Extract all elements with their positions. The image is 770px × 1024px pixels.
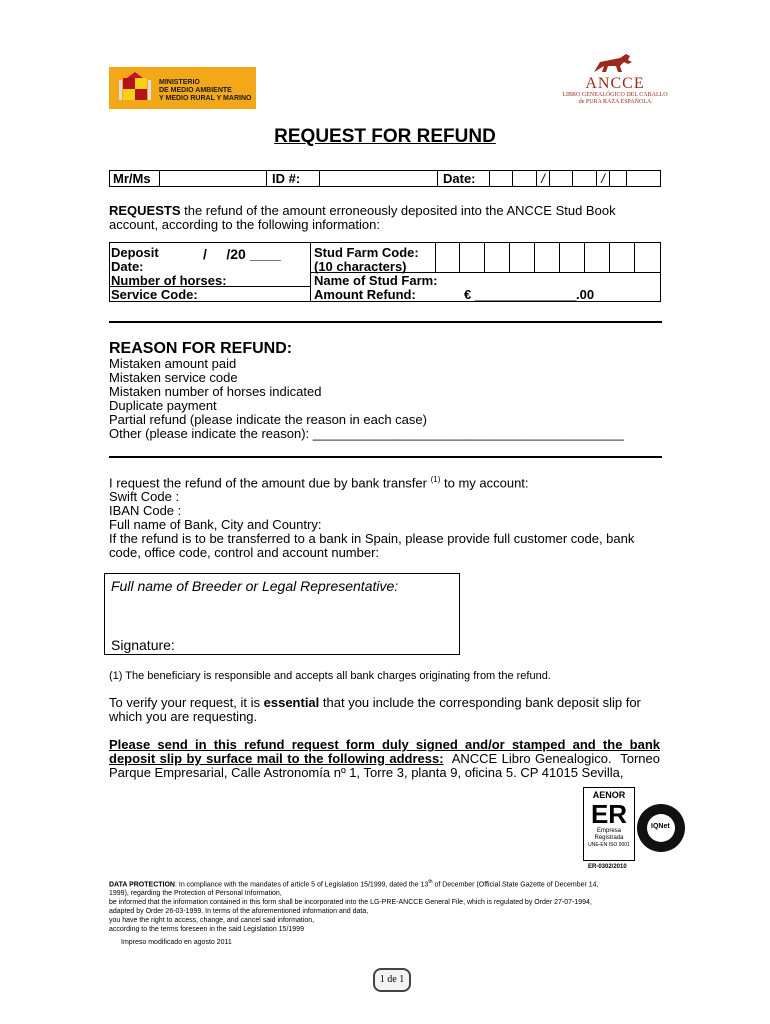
send-line1: Please send in this refund request form duly signed and/or stamped and the bank	[109, 737, 660, 752]
divider-1	[109, 321, 662, 323]
bank-name-label: Full name of Bank, City and Country:	[109, 517, 322, 533]
send-line2: deposit slip by surface mail to the following address: ANCCE Libro Genealogico. Torneo	[109, 751, 660, 766]
header-fields-row	[109, 170, 661, 187]
send-paragraph	[109, 738, 660, 780]
swift-code-label: Swift Code :	[109, 489, 180, 505]
ancce-logo	[540, 52, 690, 112]
date-year-2[interactable]	[627, 171, 643, 186]
date-separator-1: /	[537, 171, 550, 186]
requests-line2: account, according to the following information:	[109, 217, 380, 232]
reason-item[interactable]: Duplicate payment	[109, 398, 217, 413]
breeder-signature-box[interactable]	[104, 573, 460, 655]
coat-of-arms-icon	[117, 70, 153, 106]
service-code-label: Service Code:	[111, 287, 198, 302]
requests-line1: the refund of the amount erroneously deposited into the ANCCE Stud Book	[180, 203, 616, 218]
spain-instructions-2: code, office code, control and account number:	[109, 545, 380, 561]
number-of-horses-label: Number of horses:	[111, 273, 227, 288]
data-protection-notice: DATA PROTECTION: In compliance with the mandates of article 5 of Legislation 15/1999, dated the 13th of December (Official State Gazette of December 14, 1999), regarding the Protection of Personal Information, be informed that the information contained in this form shall be incorporated into the LG-PRE-ANCCE General File, which is regulated by Order 27-07-1994, adapted by Order 26-03-1999. In terms of the aforementioned information and data, you have the right to access, change, and cancel said information, according to the terms foreseen in the said Legislation 15/1999	[109, 879, 599, 934]
breeder-name-label: Full name of Breeder or Legal Representative:	[111, 578, 399, 594]
spain-instructions-1: If the refund is to be transferred to a bank in Spain, please provide full customer code, bank	[109, 531, 635, 547]
id-field[interactable]	[320, 171, 438, 186]
page-number: 1 de 1	[373, 968, 411, 992]
date-day-1[interactable]	[490, 171, 513, 186]
stud-farm-name-label: Name of Stud Farm:	[314, 273, 438, 288]
bank-transfer-section	[109, 473, 634, 560]
amount-refund-label: Amount Refund:	[314, 287, 416, 302]
ministry-line1: MINISTERIO	[159, 79, 200, 86]
ancce-subtitle-1: LIBRO GENEALÓGICO DEL CABALLO	[562, 92, 668, 98]
divider-2	[109, 456, 662, 458]
reason-list	[109, 357, 624, 441]
date-label: Date:	[438, 171, 490, 186]
print-note: Impreso modificado en agosto 2011	[121, 939, 232, 946]
id-label: ID #:	[267, 171, 320, 186]
requests-paragraph	[109, 204, 616, 232]
ministry-logo	[109, 67, 256, 109]
reason-item[interactable]: Mistaken number of horses indicated	[109, 384, 322, 399]
verify-paragraph: To verify your request, it is essential that you include the corresponding bank deposit slip for which you are requesting.	[109, 695, 641, 724]
deposit-info-table	[109, 242, 661, 302]
iqnet-label: IQNet	[651, 823, 670, 830]
ministry-line3: Y MEDIO RURAL Y MARINO	[159, 95, 252, 102]
reason-item[interactable]: Partial refund (please indicate the reason in each case)	[109, 412, 427, 427]
bank-intro: I request the refund of the amount due by bank transfer $^{(1)}$ to my account:	[109, 475, 529, 491]
send-line3: Parque Empresarial, Calle Astronomía nº 1, Torre 3, planta 9, oficina 5. CP 41015 Sevilla,	[109, 765, 624, 780]
ancce-subtitle-2: de PURA RAZA ESPAÑOLA	[578, 99, 652, 105]
reason-title: REASON FOR REFUND:	[109, 340, 293, 357]
aenor-code: ER-0302/2010	[588, 864, 627, 870]
mr-ms-field[interactable]	[160, 171, 267, 186]
mr-ms-label: Mr/Ms	[110, 171, 160, 186]
ministry-name	[159, 79, 251, 103]
signature-label: Signature:	[111, 637, 175, 653]
amount-refund-field[interactable]: € ______________.00	[464, 287, 595, 302]
date-month-2[interactable]	[573, 171, 597, 186]
date-month-1[interactable]	[550, 171, 573, 186]
reason-item[interactable]: Mistaken service code	[109, 370, 238, 385]
deposit-date-field[interactable]: / /20 ____	[203, 246, 281, 262]
date-day-2[interactable]	[513, 171, 537, 186]
horse-icon	[590, 52, 640, 76]
date-separator-2: /	[597, 171, 610, 186]
iban-code-label: IBAN Code :	[109, 503, 182, 519]
reason-item[interactable]: Mistaken amount paid	[109, 356, 237, 371]
reason-item[interactable]: Other (please indicate the reason): ___________________________________________	[109, 426, 624, 441]
deposit-date-label: Deposit Date:	[111, 245, 159, 274]
page-title: REQUEST FOR REFUND	[274, 126, 496, 147]
aenor-certification-logo: AENOR ER Empresa Registrada UNE-EN ISO 9001	[583, 787, 635, 861]
ancce-name: ANCCE	[585, 75, 645, 92]
stud-farm-code-label: Stud Farm Code: (10 characters)	[314, 245, 419, 274]
ministry-line2: DE MEDIO AMBIENTE	[159, 87, 232, 94]
date-year-1[interactable]	[610, 171, 627, 186]
requests-bold: REQUESTS	[109, 203, 181, 218]
footnote: (1) The beneficiary is responsible and accepts all bank charges originating from the refund.	[109, 670, 551, 682]
